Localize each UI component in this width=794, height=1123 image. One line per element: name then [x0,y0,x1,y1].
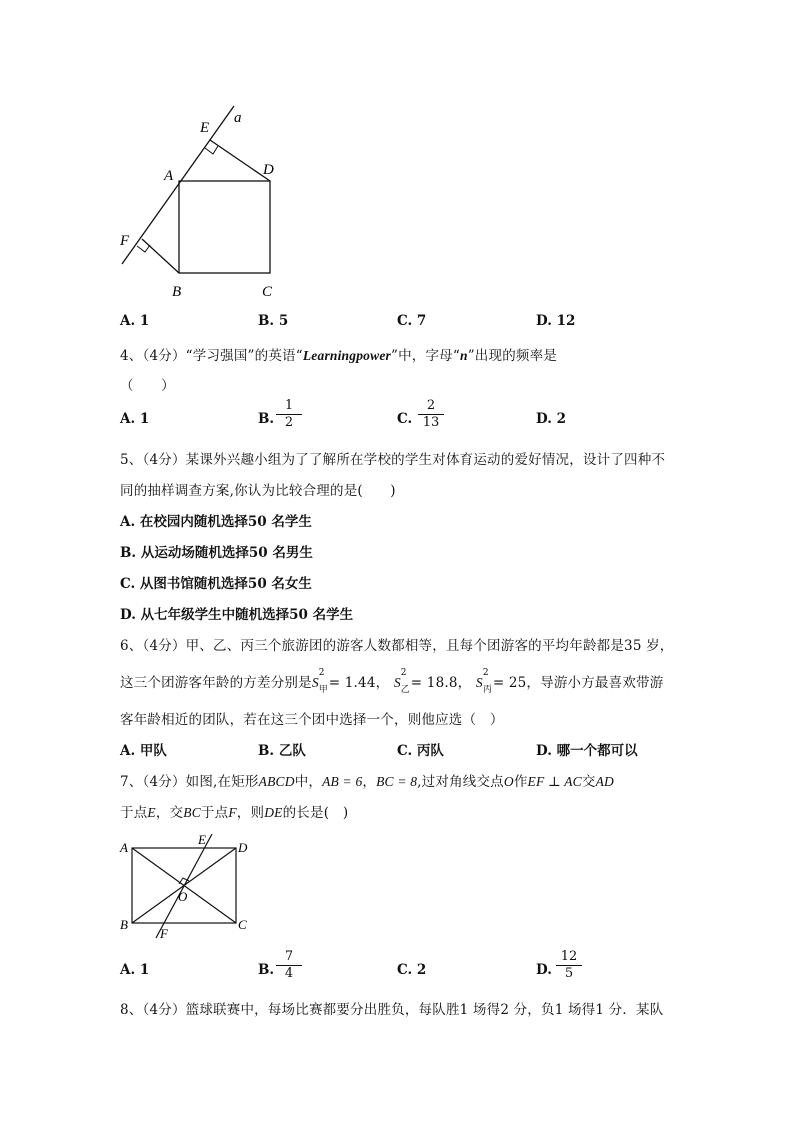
label-b: B [172,284,182,300]
label-d: D [263,162,274,178]
q4-fraction-b: $\frac{1}{2}$ [276,398,302,431]
label-a: A [120,840,128,855]
label-e: E [200,120,210,136]
square-abcd [179,181,270,273]
q6-option-c[interactable]: C. 丙队 [397,743,444,759]
q7-option-a[interactable]: A. 1 [120,962,150,978]
q7-fraction-d: $\frac{12}{5}$ [556,949,582,982]
label-d: D [238,840,248,855]
q4-stem: 4、（4分）“学习强国”的英语“Learningpower”中，字母“n”出现的频率是 [120,348,558,364]
right-angle-f [137,245,150,252]
q5-stem-line2: 同的抽样调查方案,你认为比较合理的是( ) [120,483,396,499]
label-e: E [198,832,206,847]
q3-option-d[interactable]: D. 12 [536,313,576,329]
figure-square-line [110,100,310,305]
q4-option-a[interactable]: A. 1 [120,411,150,427]
label-b: B [120,917,128,932]
q7-option-c[interactable]: C. 2 [397,962,427,978]
q6-option-a[interactable]: A. 甲队 [120,743,167,759]
q5-option-b[interactable]: B. 从运动场随机选择50 名男生 [120,545,313,561]
q8-stem-line1: 8、（4分）篮球联赛中，每场比赛都要分出胜负，每队胜1 场得2 分，负1 场得1 分．某队 [120,1002,664,1018]
q4-fraction-c: $\frac{2}{13}$ [418,398,444,431]
segment-de [210,140,270,181]
q4-paren: （ ） [120,378,175,394]
label-f: F [160,926,168,941]
q6-stem-line2: 这三个团游客年龄的方差分别是S 2 甲 = 1.44， S 2 乙 = 18.8， S 2 丙 = 25，导游小方最喜欢带游 [120,668,664,695]
label-a-line: a [234,110,242,126]
q4-option-c[interactable]: C. [397,411,413,427]
right-angle-e [205,146,218,154]
label-c: C [238,917,247,932]
figure-rectangle [112,832,262,942]
q6-option-b[interactable]: B. 乙队 [258,743,306,759]
q5-option-d[interactable]: D. 从七年级学生中随机选择50 名学生 [120,607,354,623]
q4-option-b[interactable]: B. [258,411,275,427]
q6-stem-line1: 6、（4分）甲、乙、丙三个旅游团的游客人数都相等，且每个团游客的平均年龄都是35 岁， [120,638,674,654]
q7-fraction-b: $\frac{7}{4}$ [276,949,302,982]
q3-option-a[interactable]: A. 1 [120,313,150,329]
q7-option-b[interactable]: B. [258,962,275,978]
q6-option-d[interactable]: D. 哪一个都可以 [536,743,638,759]
q6-stem-line3: 客年龄相近的团队，若在这三个团中选择一个，则他应选（ ） [120,712,504,728]
label-c: C [262,284,273,300]
q7-option-d[interactable]: D. [536,962,552,978]
line-a [122,106,234,264]
q5-option-a[interactable]: A. 在校园内随机选择50 名学生 [120,514,312,530]
q4-option-d[interactable]: D. 2 [536,411,567,427]
q5-option-c[interactable]: C. 从图书馆随机选择50 名女生 [120,576,312,592]
q3-option-c[interactable]: C. 7 [397,313,427,329]
q7-stem-line1: 7、（4分）如图,在矩形ABCD中，AB = 6，BC = 8,过对角线交点O作EF ⊥ AC交AD [120,774,614,790]
label-a: A [164,168,174,184]
q7-stem-line2: 于点E，交BC于点F，则DE的长是( ) [120,805,349,821]
q5-stem-line1: 5、（4分）某课外兴趣小组为了了解所在学校的学生对体育运动的爱好情况，设计了四种不 [120,452,666,468]
label-f: F [120,233,130,249]
label-o: O [178,889,188,904]
segment-bf [142,239,179,273]
q3-option-b[interactable]: B. 5 [258,313,289,329]
